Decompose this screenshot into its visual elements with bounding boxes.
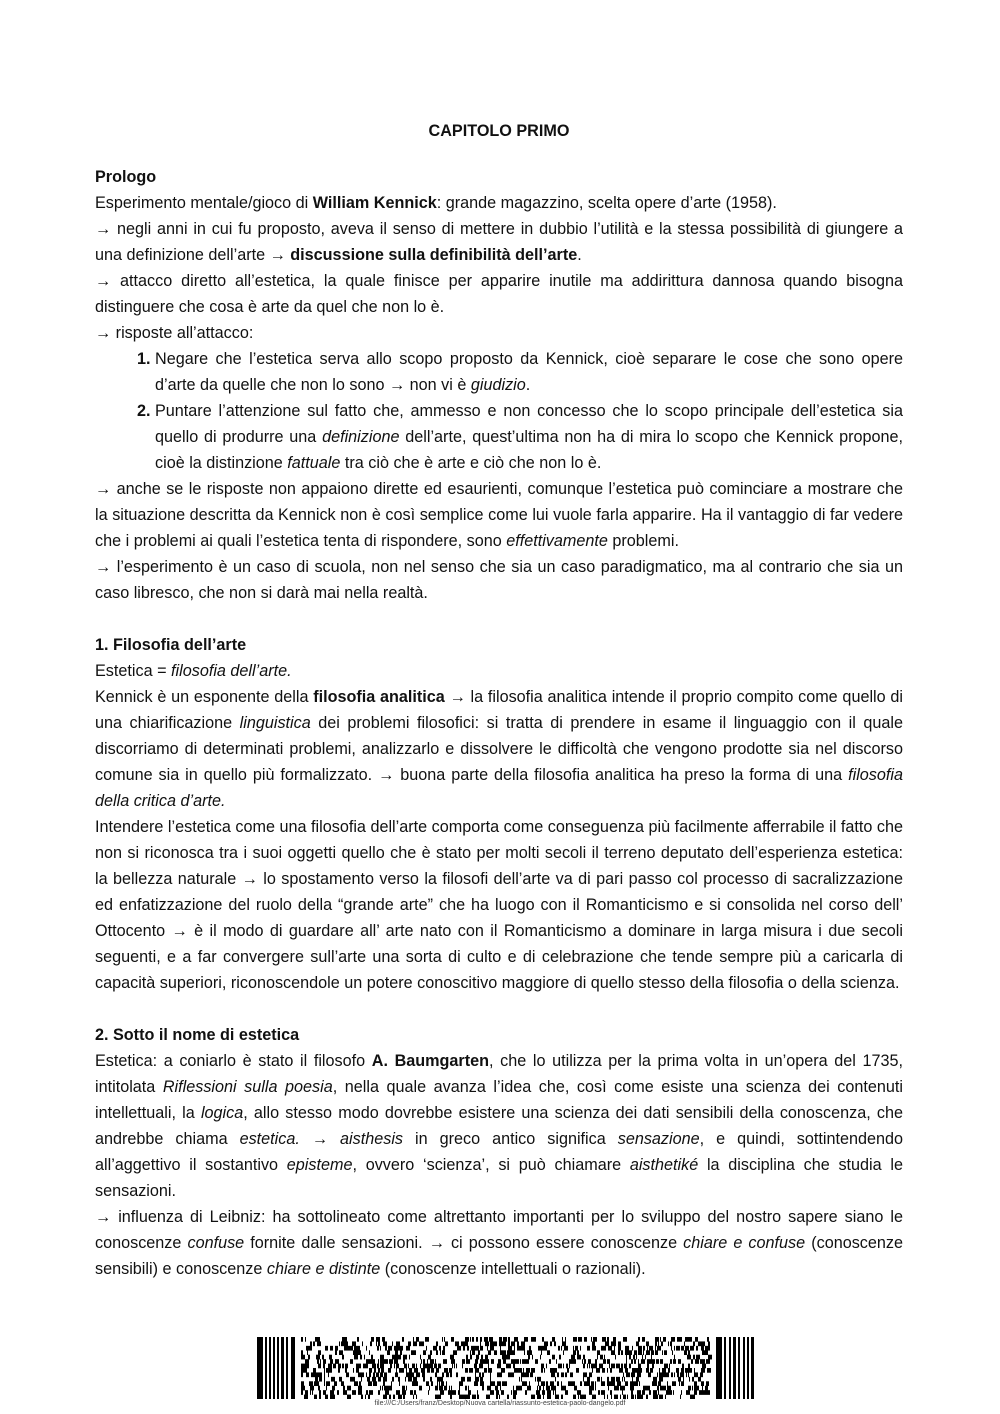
section-heading-2: 2. Sotto il nome di estetica [95,1026,300,1044]
paragraph: Kennick è un esponente della filosofia analitica → la filosofia analitica intende il proprio compito come quello di una chiarificazione linguistica dei problemi filosofici: si tratta di prendere in esame il linguaggio con il quale discorriamo di determinati problemi, analizzarlo e dissolvere le difficoltà che vengono prodotte sia nel discorso comune sia in quello più formalizzato. → buona parte della filosofia analitica ha preso la forma di una filosofia della critica d’arte. [95,688,904,810]
paragraph: → l’esperimento è un caso di scuola, non nel senso che sia un caso paradigmatico, ma al contrario che sia un caso libresco, che non si darà mai nella realtà. [95,558,903,602]
paragraph: → risposte all’attacco: [95,324,254,342]
paragraph: → negli anni in cui fu proposto, aveva il senso di mettere in dubbio l’utilità e la stessa possibilità di giungere a una definizione dell’arte → discussione sulla definibilità dell’arte. [95,220,903,264]
document-page [95,118,903,1282]
paragraph: → influenza di Leibniz: ha sottolineato come altrettanto importanti per lo sviluppo del nostro sapere siano le conoscenze confuse fornite dalle sensazioni. → ci possono essere conoscenze chiare e confuse (conoscenze sensibili) e conoscenze chiare e distinte (conoscenze intellettuali o razionali). [95,1208,903,1278]
numbered-list [95,346,903,476]
list-item: 1. Negare che l’estetica serva allo scopo proposto da Kennick, cioè separare le cose che sono opere d’arte da quelle che non lo sono → non vi è giudizio. [155,346,903,398]
file-path-footer: file:///C:/Users/franz/Desktop/Nuova cartella/riassunto-estetica-paolo-dangelo.pdf [374,1400,626,1407]
barcode-image [257,1337,754,1399]
paragraph: Estetica = filosofia dell’arte. [95,662,292,680]
list-item: 2. Puntare l’attenzione sul fatto che, ammesso e non concesso che lo scopo principale dell’estetica sia quello di produrre una definizione dell’arte, quest’ultima non ha di mira lo scopo che Kennick propone, cioè la distinzione fattuale tra ciò che è arte e ciò che non lo è. [155,398,903,476]
paragraph: Estetica: a coniarlo è stato il filosofo A. Baumgarten, che lo utilizza per la prima volta in un’opera del 1735, intitolata Riflessioni sulla poesia, nella quale avanza l’idea che, così come esiste una scienza dei contenuti intellettuali, la logica, allo stesso modo dovrebbe esistere una scienza dei dati sensibili della conoscenza, che andrebbe chiama estetica. → aisthesis in greco antico significa sensazione, e quindi, sottintendendo all’aggettivo il sostantivo episteme, ovvero ‘scienza’, si può chiamare aisthetiké la disciplina che studia le sensazioni. [95,1052,904,1200]
paragraph: → anche se le risposte non appaiono dirette ed esaurienti, comunque l’estetica può cominciare a mostrare che la situazione descritta da Kennick non è così semplice come lui vuole farla apparire. Ha il vantaggio di far vedere che i problemi ai quali l’estetica tenta di rispondere, sono effettivamente problemi. [95,480,903,550]
section-heading-1: 1. Filosofia dell’arte [95,636,247,654]
paragraph: Intendere l’estetica come una filosofia dell’arte comporta come conseguenza più facilmente afferrabile il fatto che non si riconosca tra i suoi oggetti quello che è stato per molti secoli il terreno deputato dell’esperienza estetica: la bellezza naturale → lo spostamento verso la filosofi dell’arte va di pari passo col processo di sacralizzazione ed enfatizzazione del ruolo della “grande arte” che ha luogo con il Romanticismo e si consolida nel corso dell’ Ottocento → è il modo di guardare all’ arte nato con il Romanticismo a dominare in larga misura i due secoli seguenti, e a far convergere sull’arte una sorta di culto e di celebrazione che tende sempre più a caricarla di capacità superiori, riconoscendole un potere conoscitivo maggiore di quello stesso della filosofia o della scienza. [95,818,903,992]
chapter-title: CAPITOLO PRIMO [428,122,570,140]
paragraph: Esperimento mentale/gioco di William Kennick: grande magazzino, scelta opere d’arte (1958). [95,194,777,212]
paragraph: → attacco diretto all’estetica, la quale finisce per apparire inutile ma addirittura dannosa quando bisogna distinguere che cosa è arte da quel che non lo è. [95,272,903,316]
section-heading-prologo: Prologo [95,168,157,186]
